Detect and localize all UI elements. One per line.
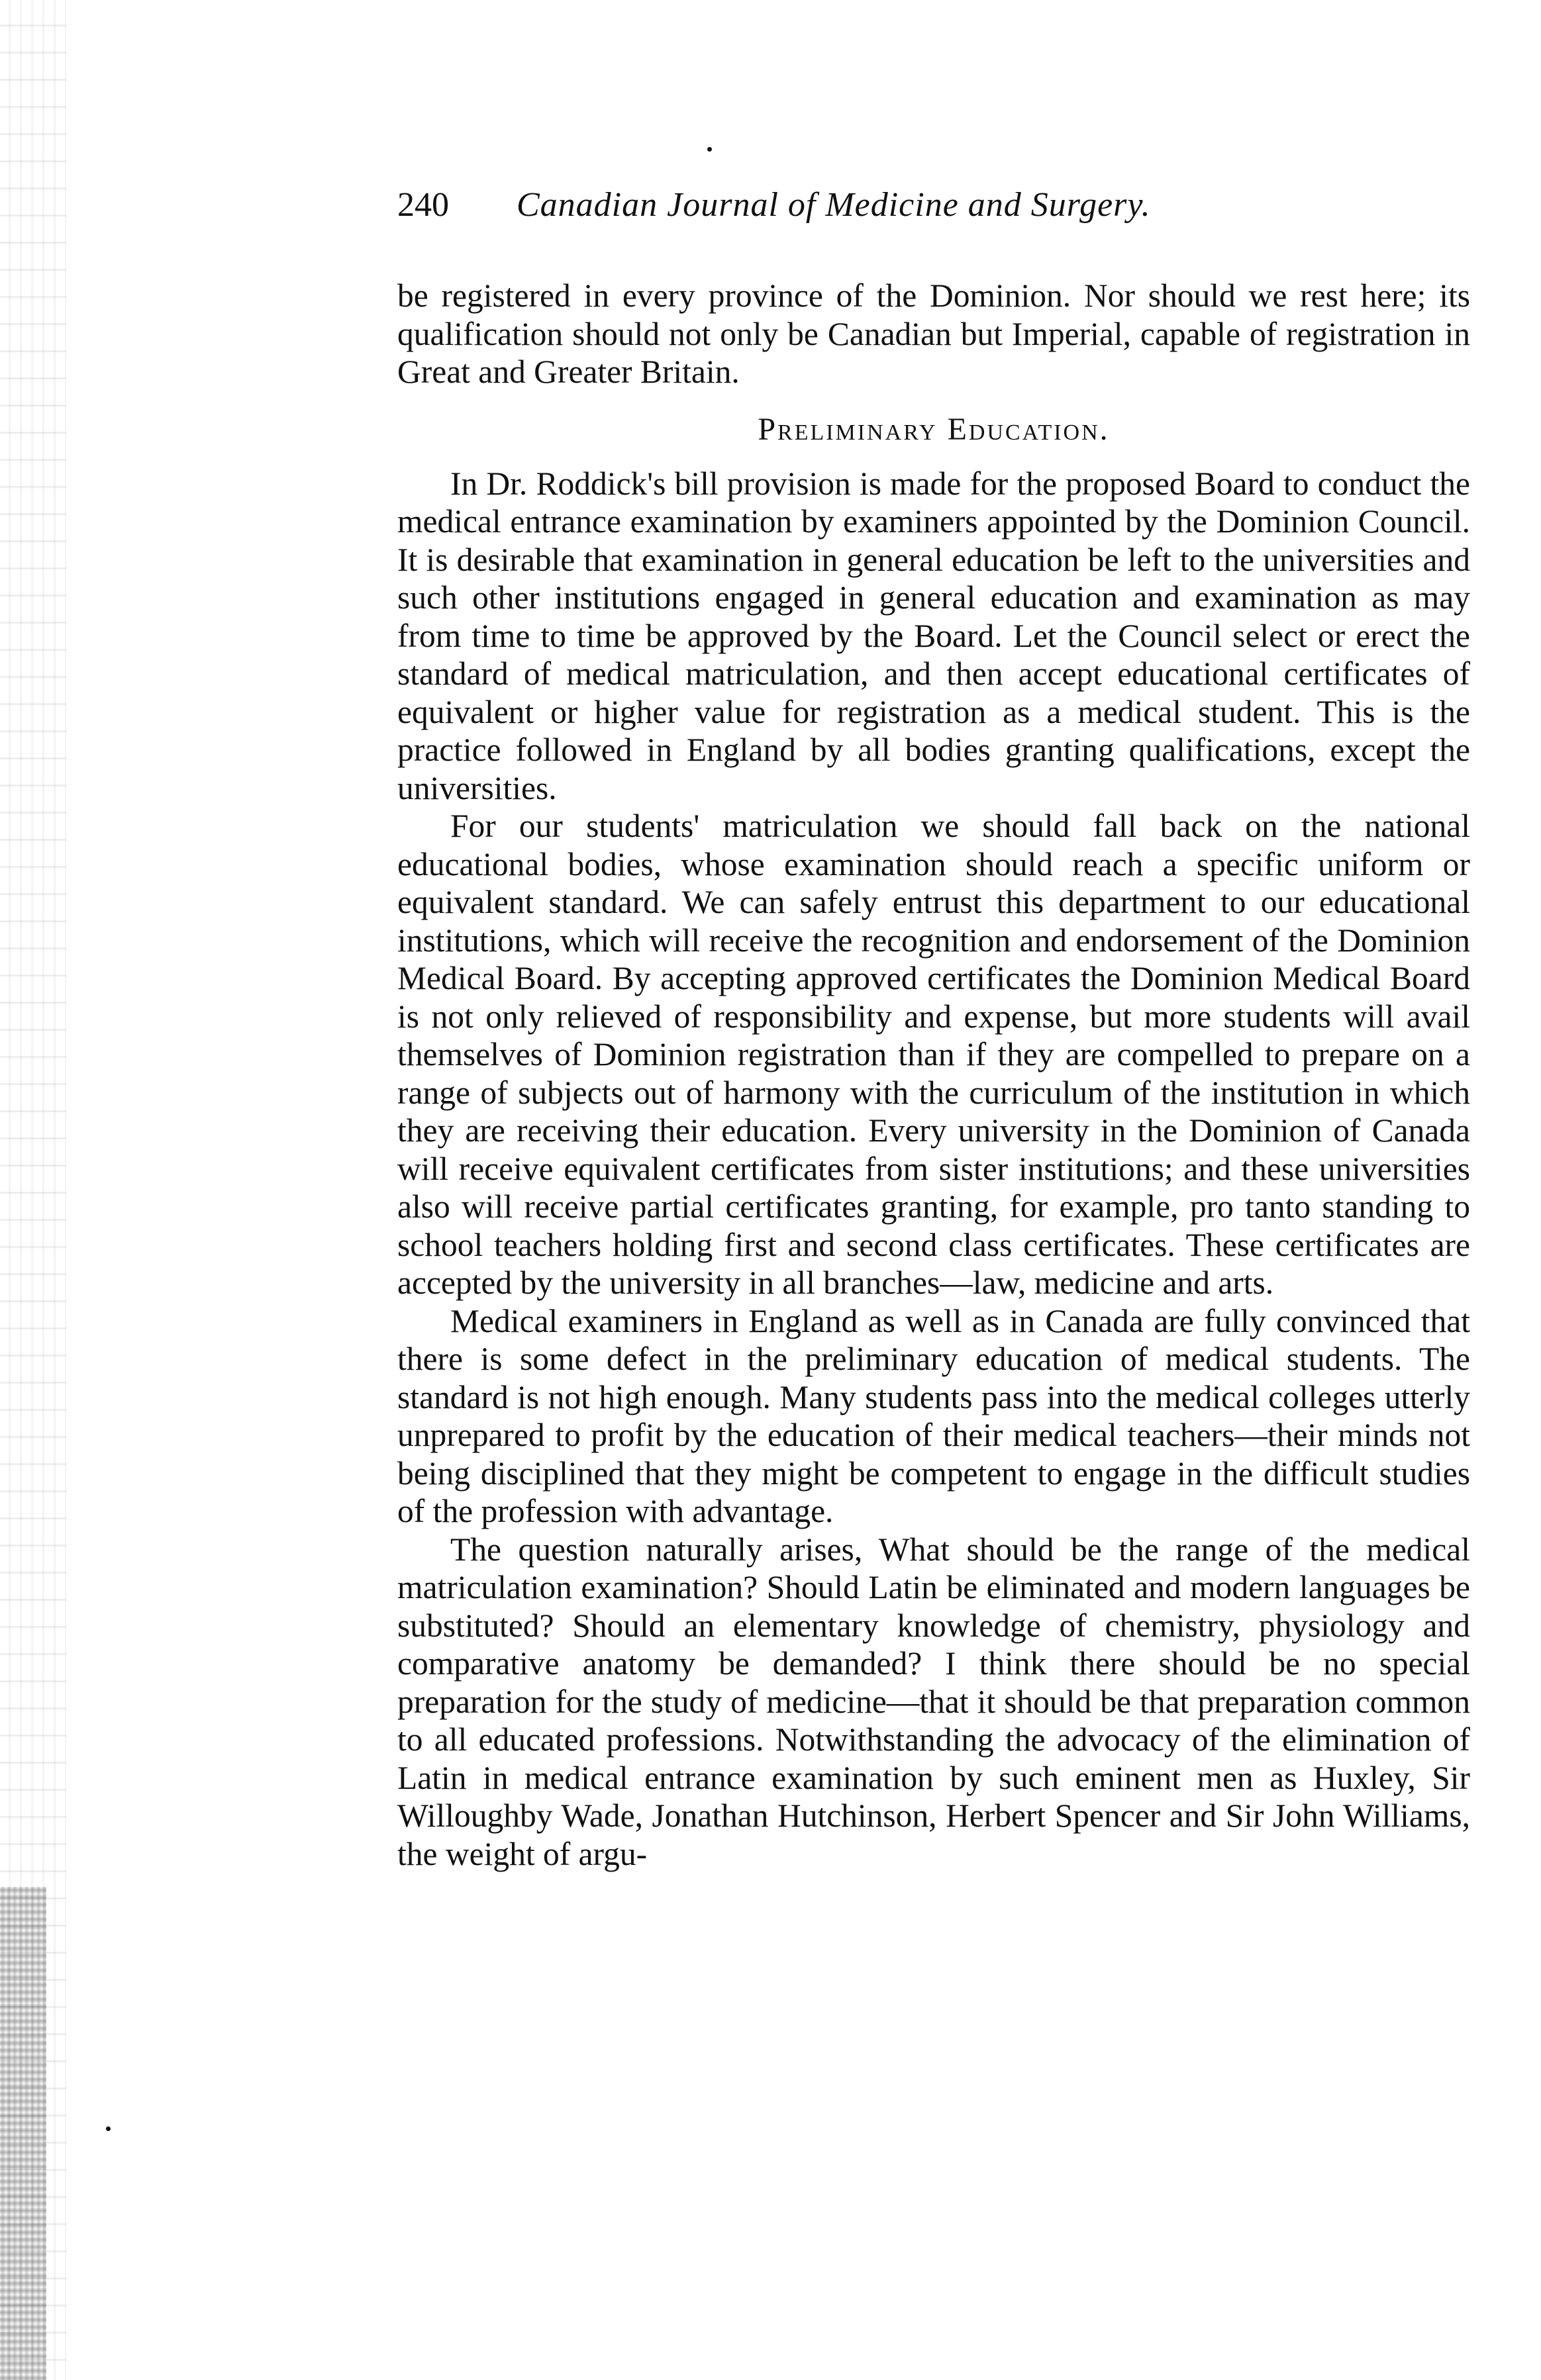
paragraph-matriculation: For our students' matriculation we should fall back on the national educational bodies, whose examination should reach a specific uniform or equivalent standard. We can safely entrust this department to our educational institutions, which will receive the recognition and endorsement of the Dominion Medical Board. By accepting approved certificates the Dominion Medical Board is not only relieved of responsibility and expense, but more students will avail themselves of Dominion registration than if they are compelled to prepare on a range of subjects out of harmony with the curriculum of the institution in which they are receiving their education. Every university in the Dominion of Canada will receive equivalent certificates from sister institutions; and these universities also will receive partial certificates granting, for example, pro tanto standing to school teachers holding first and second class certificates. These certificates are accepted by the university in all branches—law, medicine and arts. — [397, 808, 1470, 1301]
journal-title: Canadian Journal of Medicine and Surgery. — [517, 186, 1151, 224]
paragraph-medical-examiners: Medical examiners in England as well as in Canada are fully convinced that there is some defect in the preliminary education of medical students. The standard is not high enough. Many students pass into the medical colleges utterly unprepared to profit by the education of their medical teachers—their minds not being disciplined that they might be competent to engage in the difficult studies of the profession with advantage. — [397, 1302, 1470, 1529]
page-number: 240 — [397, 186, 449, 224]
scan-gutter-noise-bottom — [0, 1887, 46, 2380]
paragraph-roddick-bill: In Dr. Roddick's bill provision is made for the proposed Board to conduct the medical entrance examination by examiners appointed by the Dominion Council. It is desirable that examination in general education be left to the universities and such other institutions engaged in general education and examination as may from time to time be approved by the Board. Let the Council select or erect the standard of medical matriculation, and then accept educational certificates of equivalent or higher value for registration as a medical student. This is the practice followed in England by all bodies granting qualifications, except the universities. — [397, 465, 1470, 806]
scan-speck — [707, 147, 712, 152]
section-heading: Preliminary Education. — [758, 411, 1110, 447]
page-column — [397, 185, 1470, 1873]
scan-speck — [106, 2126, 111, 2131]
continuation-paragraph: be registered in every province of the Dominion. Nor should we rest here; its qualification should not only be Canadian but Imperial, capable of registration in Great and Greater Britain. — [397, 277, 1470, 390]
running-head — [397, 185, 1470, 238]
paragraph-question-range: The question naturally arises, What should be the range of the medical matriculation examination? Should Latin be eliminated and modern languages be substituted? Should an elementary knowledge of chemistry, physiology and comparative anatomy be demanded? I think there should be no special preparation for the study of medicine—that it should be that preparation common to all educated professions. Notwithstanding the advocacy of the elimination of Latin in medical entrance examination by such eminent men as Huxley, Sir Willoughby Wade, Jonathan Hutchinson, Herbert Spencer and Sir John Williams, the weight of argu- — [397, 1531, 1470, 1872]
